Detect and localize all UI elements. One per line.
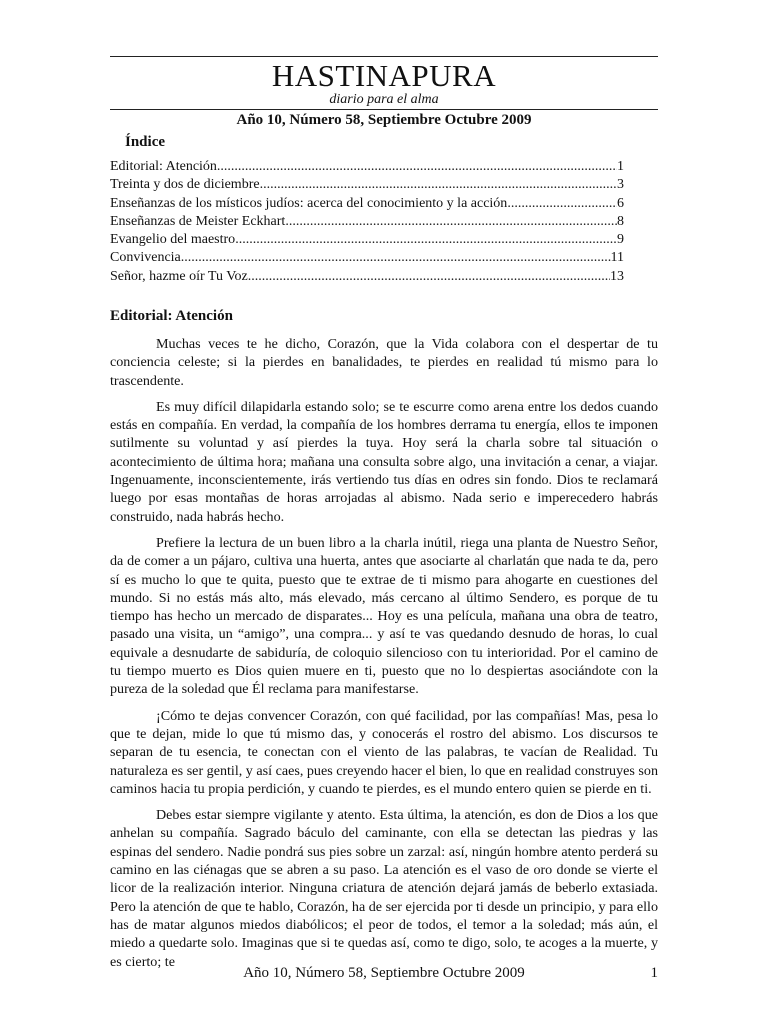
editorial-body bbox=[110, 335, 658, 979]
toc-entry[interactable] bbox=[110, 268, 624, 286]
toc-entry-title: Señor, hazme oír Tu Voz bbox=[110, 268, 248, 284]
body-paragraph: Muchas veces te he dicho, Corazón, que la Vida colabora con el despertar de tu conciencia celeste; si la pierdes en banalidades, te pierdes en realidad tú mismo para lo trascendente. bbox=[110, 336, 658, 389]
toc-entry[interactable] bbox=[110, 158, 624, 176]
toc-entry[interactable] bbox=[110, 249, 624, 267]
table-of-contents bbox=[110, 158, 624, 286]
body-paragraph: ¡Cómo te dejas convencer Corazón, con qué facilidad, por las compañías! Mas, pesa lo que te dejan, mide lo que tú mismo das, y conocerás el rostro del abismo. Los discursos te separan de tu esencia, te conectan con el viento de las palabras, te vacían de Realidad. Tu naturaleza es ser gentil, y así caes, pues creyendo hacer el bien, lo que en realidad construyes son caminos hacia tu propia perdición, y cuando te pierdes, es el mundo entero quien se pierde en ti. bbox=[110, 707, 658, 797]
toc-leader-dots bbox=[181, 249, 611, 267]
toc-entry[interactable] bbox=[110, 195, 624, 213]
toc-leader-dots bbox=[217, 158, 617, 176]
toc-leader-dots bbox=[260, 176, 617, 194]
toc-leader-dots bbox=[507, 195, 617, 213]
toc-leader-dots bbox=[248, 268, 610, 286]
masthead-rule bbox=[110, 109, 658, 110]
body-paragraph: Debes estar siempre vigilante y atento. Esta última, la atención, es don de Dios a los que anhelan su compañía. Sagrado báculo del caminante, con ella se detectan las piedras y las espinas del sendero. Nadie pondrá sus pies sobre un zarzal: así, ningún hombre atento perderá su camino en las ciénagas que se abren a su paso. La atención es el vaso de oro donde se vierte el licor de la realización interior. Ninguna criatura de atención dejará jamás de beberlo extasiada. Pero la atención de que te hablo, Corazón, ha de ser ejercida por ti desde un principio, y para ello has de matar algunos miedos diabólicos; el peor de todos, el temor a la soledad; más aún, el miedo a quedarte solo. Imaginas que si te quedas así, como te digo, solo, te acoges a la muerte, y es cierto; te bbox=[110, 807, 658, 970]
toc-entry-title: Convivencia bbox=[110, 250, 181, 266]
toc-entry-title: Evangelio del maestro bbox=[110, 232, 236, 248]
toc-entry-title: Editorial: Atención bbox=[110, 159, 217, 174]
body-paragraph: Es muy difícil dilapidarla estando solo; se te escurre como arena entre los dedos cuando estás en compañía. En verdad, la compañía de los hombres derrama tu energía, ellos te imponen sutilmente su voluntad y así pierdes la tuya. Hoy será la charla sobre tal situación o acontecimiento de última hora; mañana una consulta sobre algo, una invitación a cenar, a viajar. Ingenuamente, inconscientemente, irás vertiendo tus días en odres sin fondo. Dios te reclamará luego por esas montañas de horas arrojadas al abismo. Nada serio e imperecedero habrás construido, nada habrás hecho. bbox=[110, 398, 658, 525]
toc-entry-page: 8 bbox=[617, 213, 624, 229]
journal-title: HASTINAPURA bbox=[271, 58, 497, 93]
issue-line: Año 10, Número 58, Septiembre Octubre 2009 bbox=[236, 112, 532, 128]
footer-issue: Año 10, Número 58, Septiembre Octubre 2009 bbox=[243, 965, 525, 981]
toc-entry-page: 9 bbox=[617, 232, 624, 248]
toc-leader-dots bbox=[235, 231, 617, 249]
top-rule bbox=[110, 56, 658, 57]
body-paragraph: Prefiere la lectura de un buen libro a la charla inútil, riega una planta de Nuestro Señor, da de comer a un pájaro, cultiva una huerta, antes que asociarte al charlatán que nada te da, pero sí es mucho lo que te quita, puesto que te extrae de ti mismo para ahogarte en cuestiones del mundo. Si no estás más alto, más elevado, más cercano al último Sendero, es porque de tu tiempo has hecho un mercado de disparates... Hoy es una película, mañana una obra de teatro, pasado una visita, un “amigo”, una compra... y así te vas quedando desnudo de horas, lo cual equivale a desnudarte de sabiduría, de coloquio silencioso con tu interioridad. Por el camino de tu tiempo muerto es Dios quien muere en ti, puesto que no lo despiertas asociándote con la pureza de la soledad que Él reclama para manifestarse. bbox=[110, 534, 658, 698]
page-number: 1 bbox=[650, 965, 658, 981]
toc-entry-title: Treinta y dos de diciembre bbox=[110, 177, 260, 193]
toc-entry[interactable] bbox=[110, 213, 624, 231]
toc-entry-title: Enseñanzas de los místicos judíos: acerca del conocimiento y la acción bbox=[110, 195, 508, 211]
toc-entry-page: 6 bbox=[617, 195, 624, 211]
toc-leader-dots bbox=[285, 213, 617, 231]
toc-entry-page: 13 bbox=[610, 268, 624, 284]
toc-entry-page: 11 bbox=[610, 250, 624, 266]
index-heading: Índice bbox=[125, 134, 166, 150]
toc-entry-page: 3 bbox=[617, 177, 624, 193]
journal-subtitle: diario para el alma bbox=[329, 92, 439, 107]
toc-entry-page: 1 bbox=[617, 159, 624, 174]
toc-entry-title: Enseñanzas de Meister Eckhart bbox=[110, 213, 286, 229]
toc-entry[interactable] bbox=[110, 176, 624, 194]
editorial-heading: Editorial: Atención bbox=[110, 308, 233, 324]
toc-entry[interactable] bbox=[110, 231, 624, 249]
